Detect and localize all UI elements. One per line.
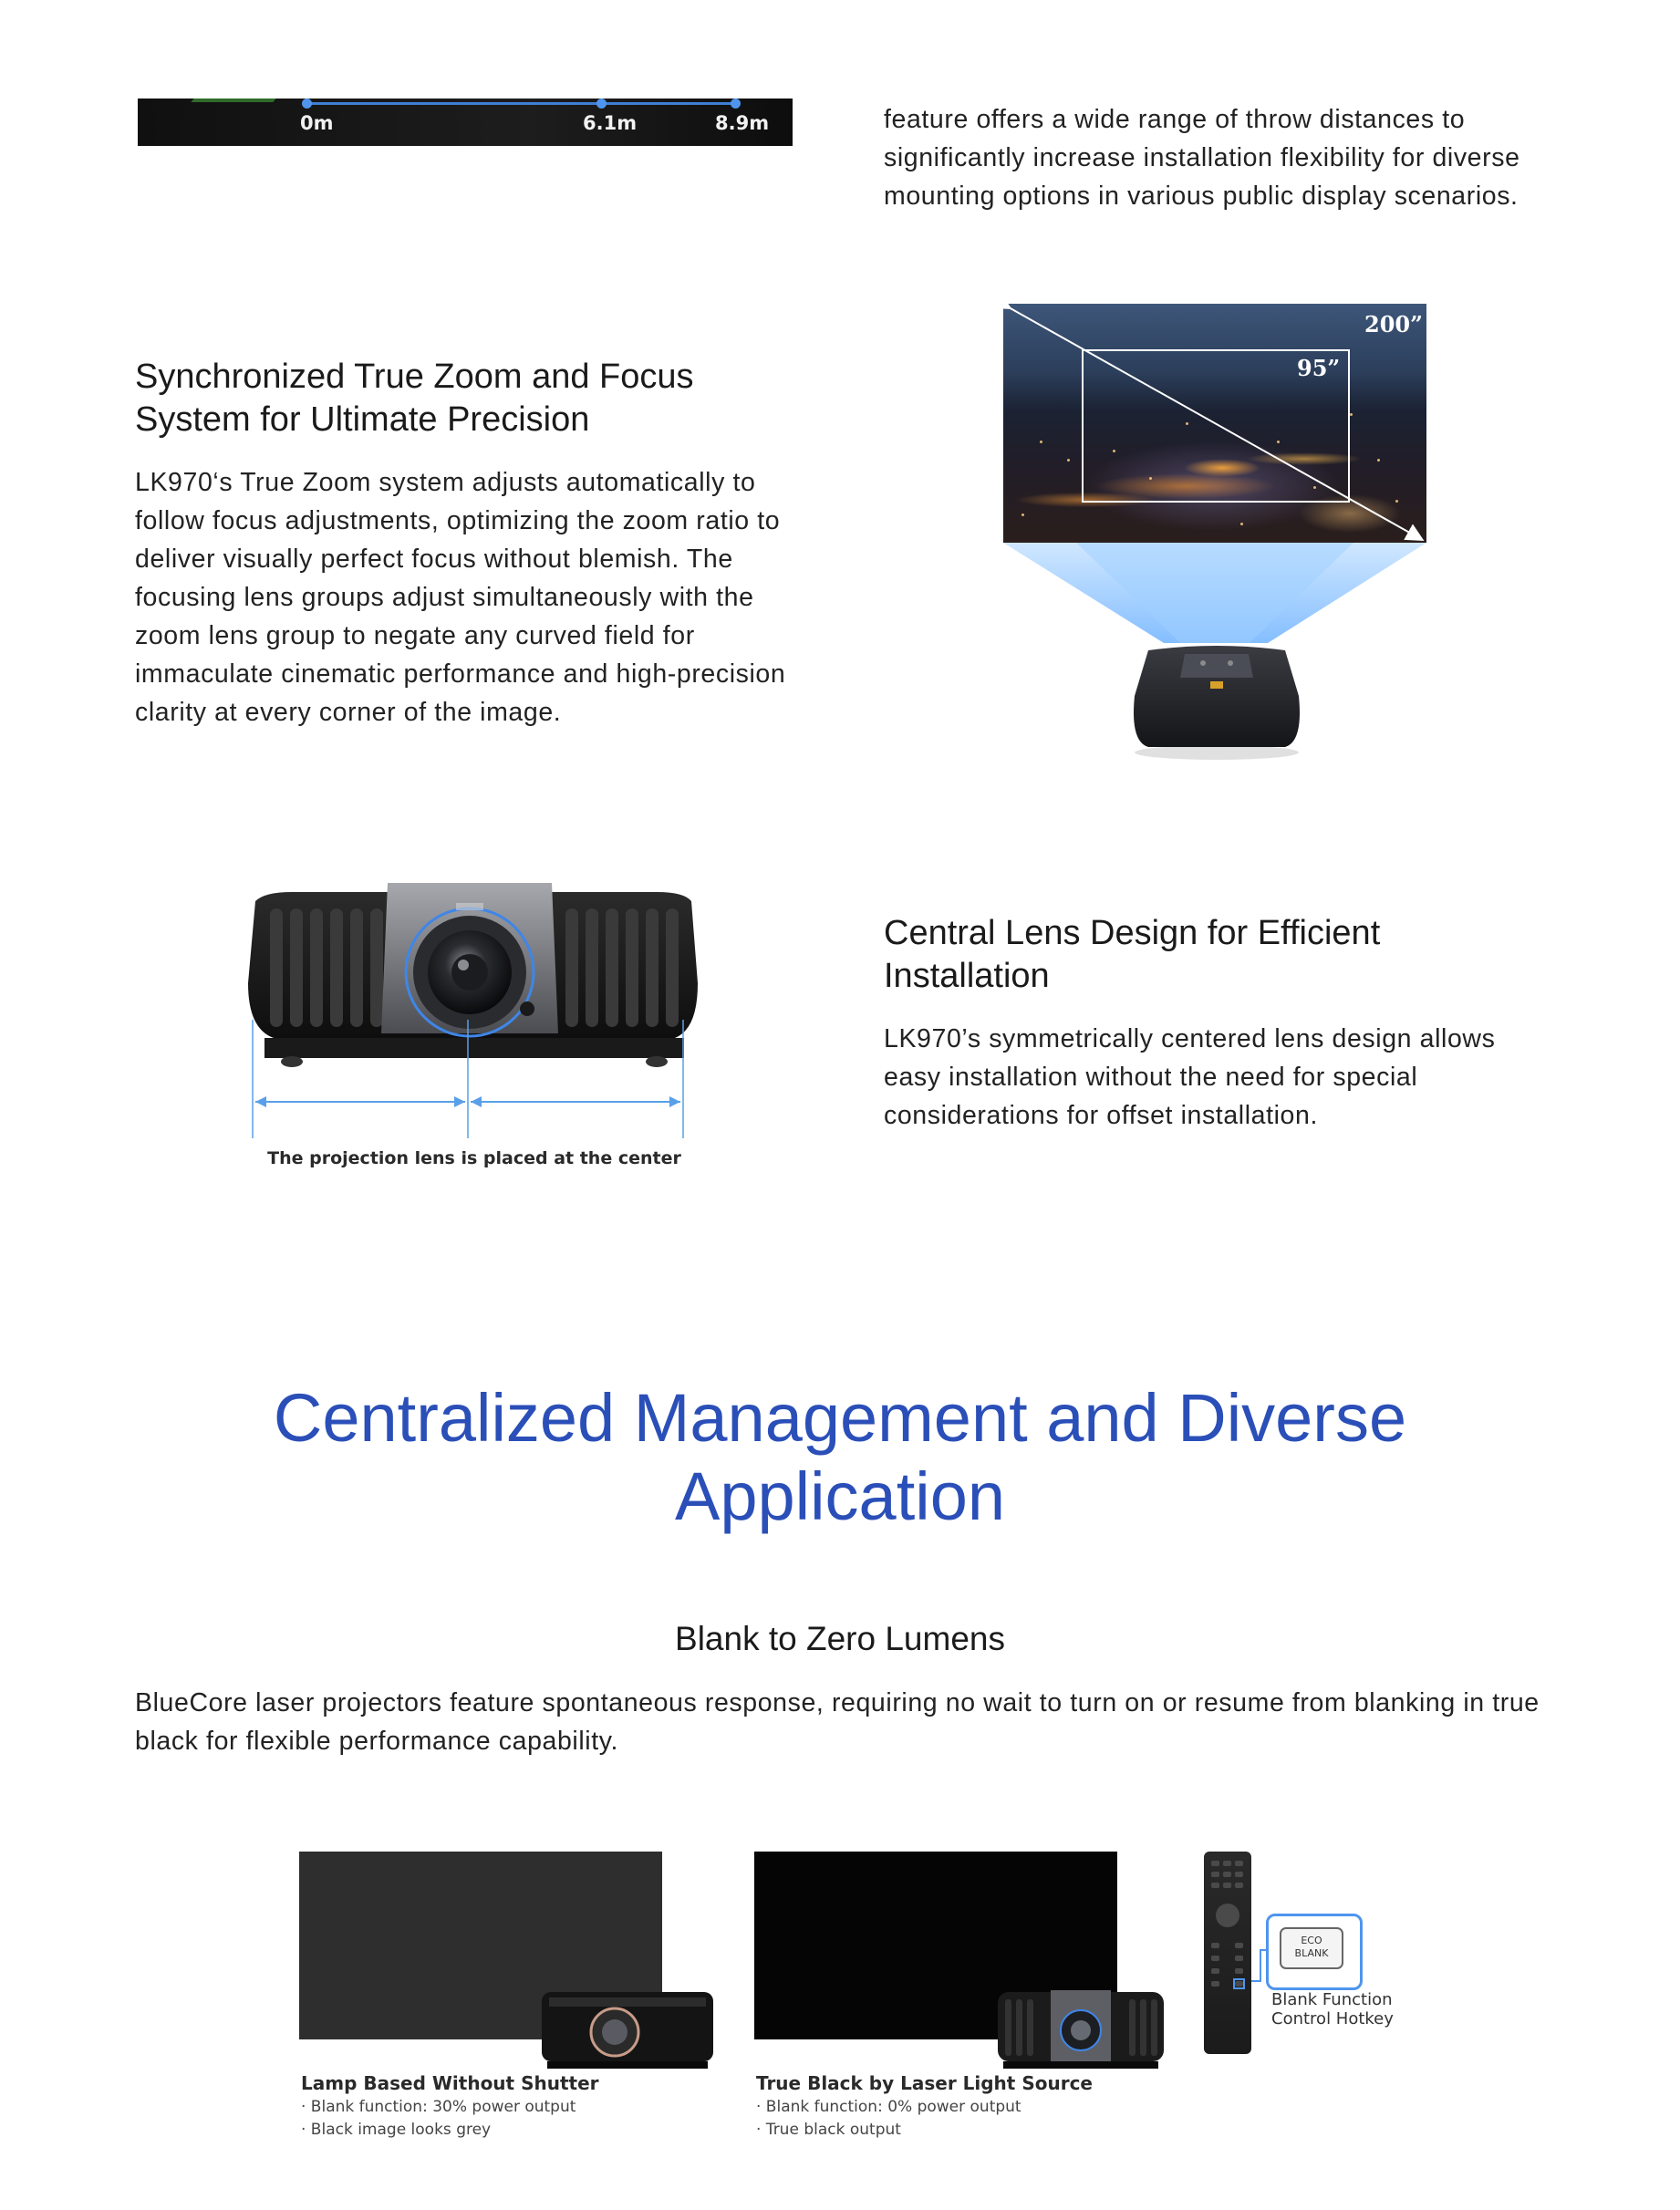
section-title: Centralized Management and Diverse Application	[273, 1380, 1407, 1534]
city-image	[1003, 304, 1426, 543]
flexibility-paragraph: feature offers a wide range of throw distances to significantly increase installation flexibility for diverse mounting options in various public display scenarios.	[884, 105, 1520, 211]
hotkey-label: Blank Function Control Hotkey	[1271, 1990, 1394, 2028]
throw-distance-figure	[138, 99, 793, 146]
figure-caption: The projection lens is placed at the center	[267, 1148, 681, 1168]
remote-control-image	[1204, 1852, 1251, 2054]
central-lens-heading: Central Lens Design for Efficient Installation	[884, 914, 1381, 995]
projection-beam	[1003, 543, 1426, 652]
distance-rail	[307, 102, 740, 105]
true-zoom-figure	[1003, 304, 1426, 804]
central-lens-paragraph: LK970’s symmetrically centered lens design allows easy installation without the need for special considerations for offset installation.	[884, 1024, 1496, 1130]
laser-caption-title: True Black by Laser Light Source	[756, 2072, 1093, 2094]
lamp-projector-image	[538, 1985, 717, 2074]
eco-blank-button	[1280, 1927, 1343, 1969]
outer-size-label: 200”	[1364, 311, 1423, 337]
eco-label: ECO	[1301, 1935, 1322, 1946]
projector-image	[1130, 641, 1303, 760]
distance-marker	[731, 99, 741, 109]
lamp-caption-line: · Blank function: 30% power output	[301, 2098, 576, 2116]
eco-blank-callout	[1266, 1914, 1363, 1990]
distance-label: 0m	[300, 112, 334, 134]
zoom-heading: Synchronized True Zoom and Focus System for Ultimate Precision	[135, 358, 694, 439]
lamp-caption-line: · Black image looks grey	[301, 2121, 492, 2139]
front-projector-figure	[237, 874, 711, 1175]
distance-marker	[596, 99, 607, 109]
distance-label: 6.1m	[583, 112, 638, 134]
blank-heading: Blank to Zero Lumens	[675, 1620, 1005, 1657]
blank-paragraph: BlueCore laser projectors feature spontaneous response, requiring no wait to turn on or resume from blanking in true black for flexible performance capability.	[135, 1688, 1540, 1756]
distance-marker	[302, 99, 312, 109]
front-projector-image	[237, 874, 711, 1147]
inner-size-label: 95”	[1297, 355, 1341, 381]
lamp-caption-title: Lamp Based Without Shutter	[301, 2072, 599, 2094]
zoom-paragraph: LK970‘s True Zoom system adjusts automatically to follow focus adjustments, optimizing the zoom ratio to deliver visually perfect focus without blemish. The focusing lens groups adjust simultaneously with the zoom lens group to negate any curved field for immaculate cinematic performance and high-precision clarity at every corner of the image.	[135, 468, 786, 727]
lens-line	[191, 99, 275, 102]
blank-label: BLANK	[1294, 1947, 1329, 1959]
laser-caption-line: · Blank function: 0% power output	[756, 2098, 1021, 2116]
diagonal-arrow	[1003, 304, 1426, 543]
laser-projector-image	[994, 1985, 1167, 2074]
distance-label: 8.9m	[715, 112, 770, 134]
laser-caption-line: · True black output	[756, 2121, 901, 2139]
